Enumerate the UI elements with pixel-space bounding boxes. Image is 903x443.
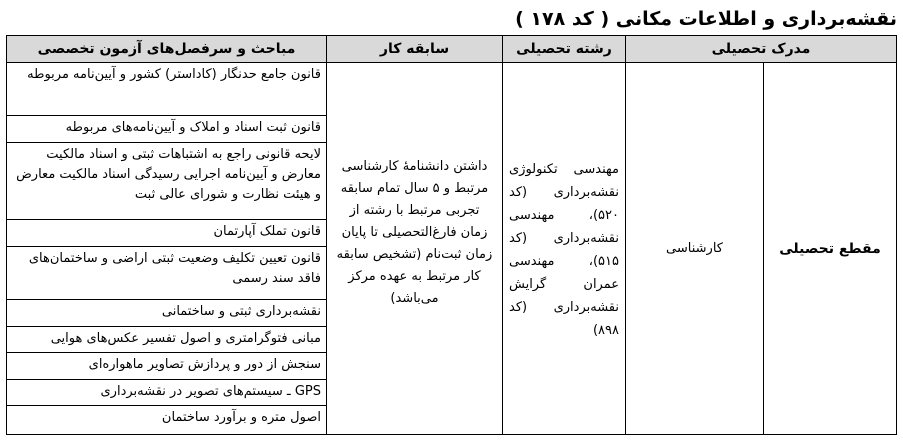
topic-item: لایحه قانونی راجع به اشتباهات ثبتی و اسناد مالکیت معارض و آیین‌نامه اجرایی رسیدگی اسناد مالکیت معارض و هیئت نظارت و شورای عالی ثبت xyxy=(7,142,327,220)
experience-value: داشتن دانشنامهٔ کارشناسی مرتبط و ۵ سال تمام سابقه تجربی مرتبط با رشته از زمان فارغ‌التحصیلی تا پایان زمان ثبت‌نام (تشخیص سابقه کار مرتبط به عهده مرکز می‌باشد) xyxy=(327,63,503,435)
topic-item: سنجش از دور و پردازش تصاویر ماهواره‌ای xyxy=(7,353,327,380)
topic-item: قانون تعیین تکلیف وضعیت ثبتی اراضی و ساختمان‌های فاقد سند رسمی xyxy=(7,246,327,299)
topic-item: قانون جامع حدنگار (کاداستر) کشور و آیین‌نامه مربوطه xyxy=(7,63,327,116)
topic-item: مبانی فتوگرامتری و اصول تفسیر عکس‌های هوایی xyxy=(7,326,327,353)
topic-item: قانون تملک آپارتمان xyxy=(7,220,327,247)
level-label: مقطع تحصیلی xyxy=(764,63,897,435)
requirements-table xyxy=(6,35,897,435)
table-header-row xyxy=(7,36,897,63)
table-row xyxy=(7,63,897,116)
topic-item: GPS ـ سیستم‌های تصویر در نقشه‌برداری xyxy=(7,379,327,406)
header-degree: مدرک تحصیلی xyxy=(626,36,897,63)
header-field: رشته تحصیلی xyxy=(503,36,626,63)
field-value: مهندسی تکنولوژی نقشه‌برداری (کد ۵۲۰)، مهندسی نقشه‌برداری (کد ۵۱۵)، مهندسی عمران گرایش نقشه‌برداری (کد ۸۹۸) xyxy=(503,63,626,435)
degree-value: کارشناسی xyxy=(626,63,764,435)
header-topics: مباحث و سرفصل‌های آزمون تخصصی xyxy=(7,36,327,63)
topic-item: اصول متره و برآورد ساختمان xyxy=(7,406,327,435)
page-title: نقشه‌برداری و اطلاعات مکانی ( کد ۱۷۸ ) xyxy=(515,8,897,30)
header-experience: سابقه کار xyxy=(327,36,503,63)
topic-item: قانون ثبت اسناد و املاک و آیین‌نامه‌های مربوطه xyxy=(7,116,327,143)
topic-item: نقشه‌برداری ثبتی و ساختمانی xyxy=(7,300,327,327)
